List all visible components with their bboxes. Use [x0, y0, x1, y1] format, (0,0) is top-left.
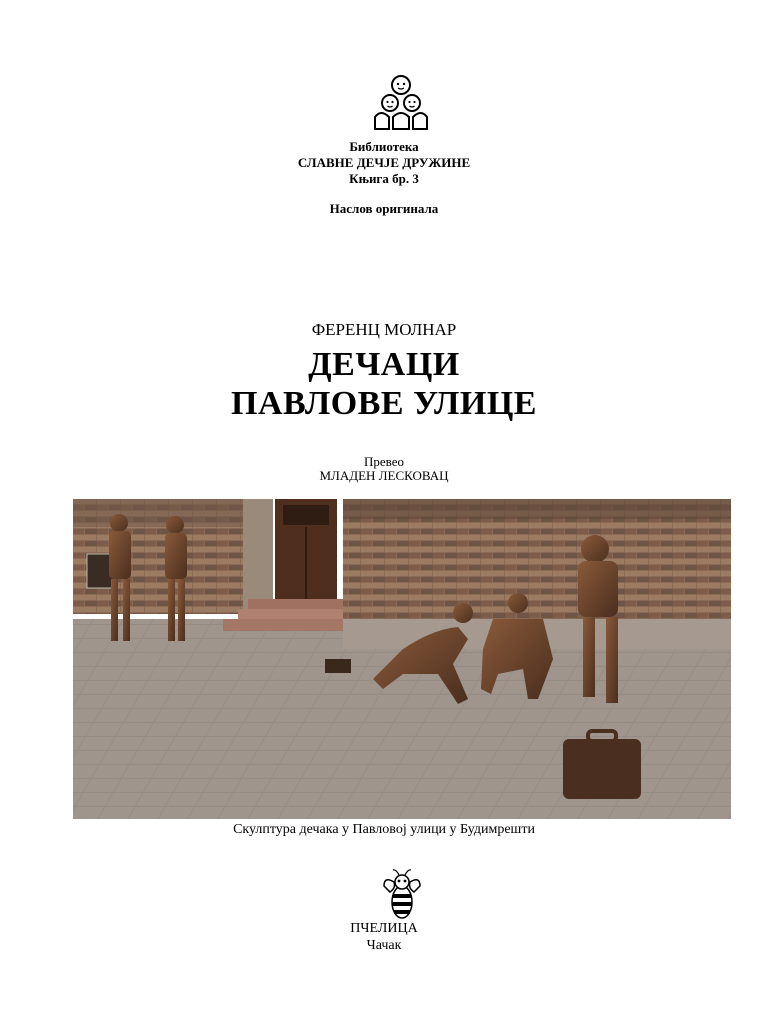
- publisher-city: Чачак: [366, 938, 402, 953]
- translation-block: [0, 455, 768, 483]
- series-name: СЛАВНЕ ДЕЧЈЕ ДРУЖИНЕ: [297, 155, 471, 170]
- title-line-1: ДЕЧАЦИ: [308, 346, 460, 383]
- original-title-label: Наслов оригинала: [329, 201, 439, 216]
- series-block: [0, 139, 768, 187]
- translation-label: Превео: [364, 454, 404, 469]
- sculpture-photo: [73, 499, 731, 819]
- photo-caption: Скулптура дечака у Павловој улици у Будимрешти: [233, 822, 535, 837]
- translator-name: МЛАДЕН ЛЕСКОВАЦ: [319, 468, 449, 483]
- publisher-name: ПЧЕЛИЦА: [350, 921, 418, 936]
- library-label: Библиотека: [349, 139, 419, 154]
- series-logo-icon: [371, 73, 431, 131]
- book-number: Књига бр. 3: [349, 171, 419, 186]
- bee-logo-icon: [382, 868, 422, 920]
- title-line-2: ПАВЛОВЕ УЛИЦЕ: [231, 385, 537, 422]
- publisher-block: [0, 920, 768, 954]
- book-title: [0, 345, 768, 423]
- author-name: ФЕРЕНЦ МОЛНАР: [311, 320, 457, 339]
